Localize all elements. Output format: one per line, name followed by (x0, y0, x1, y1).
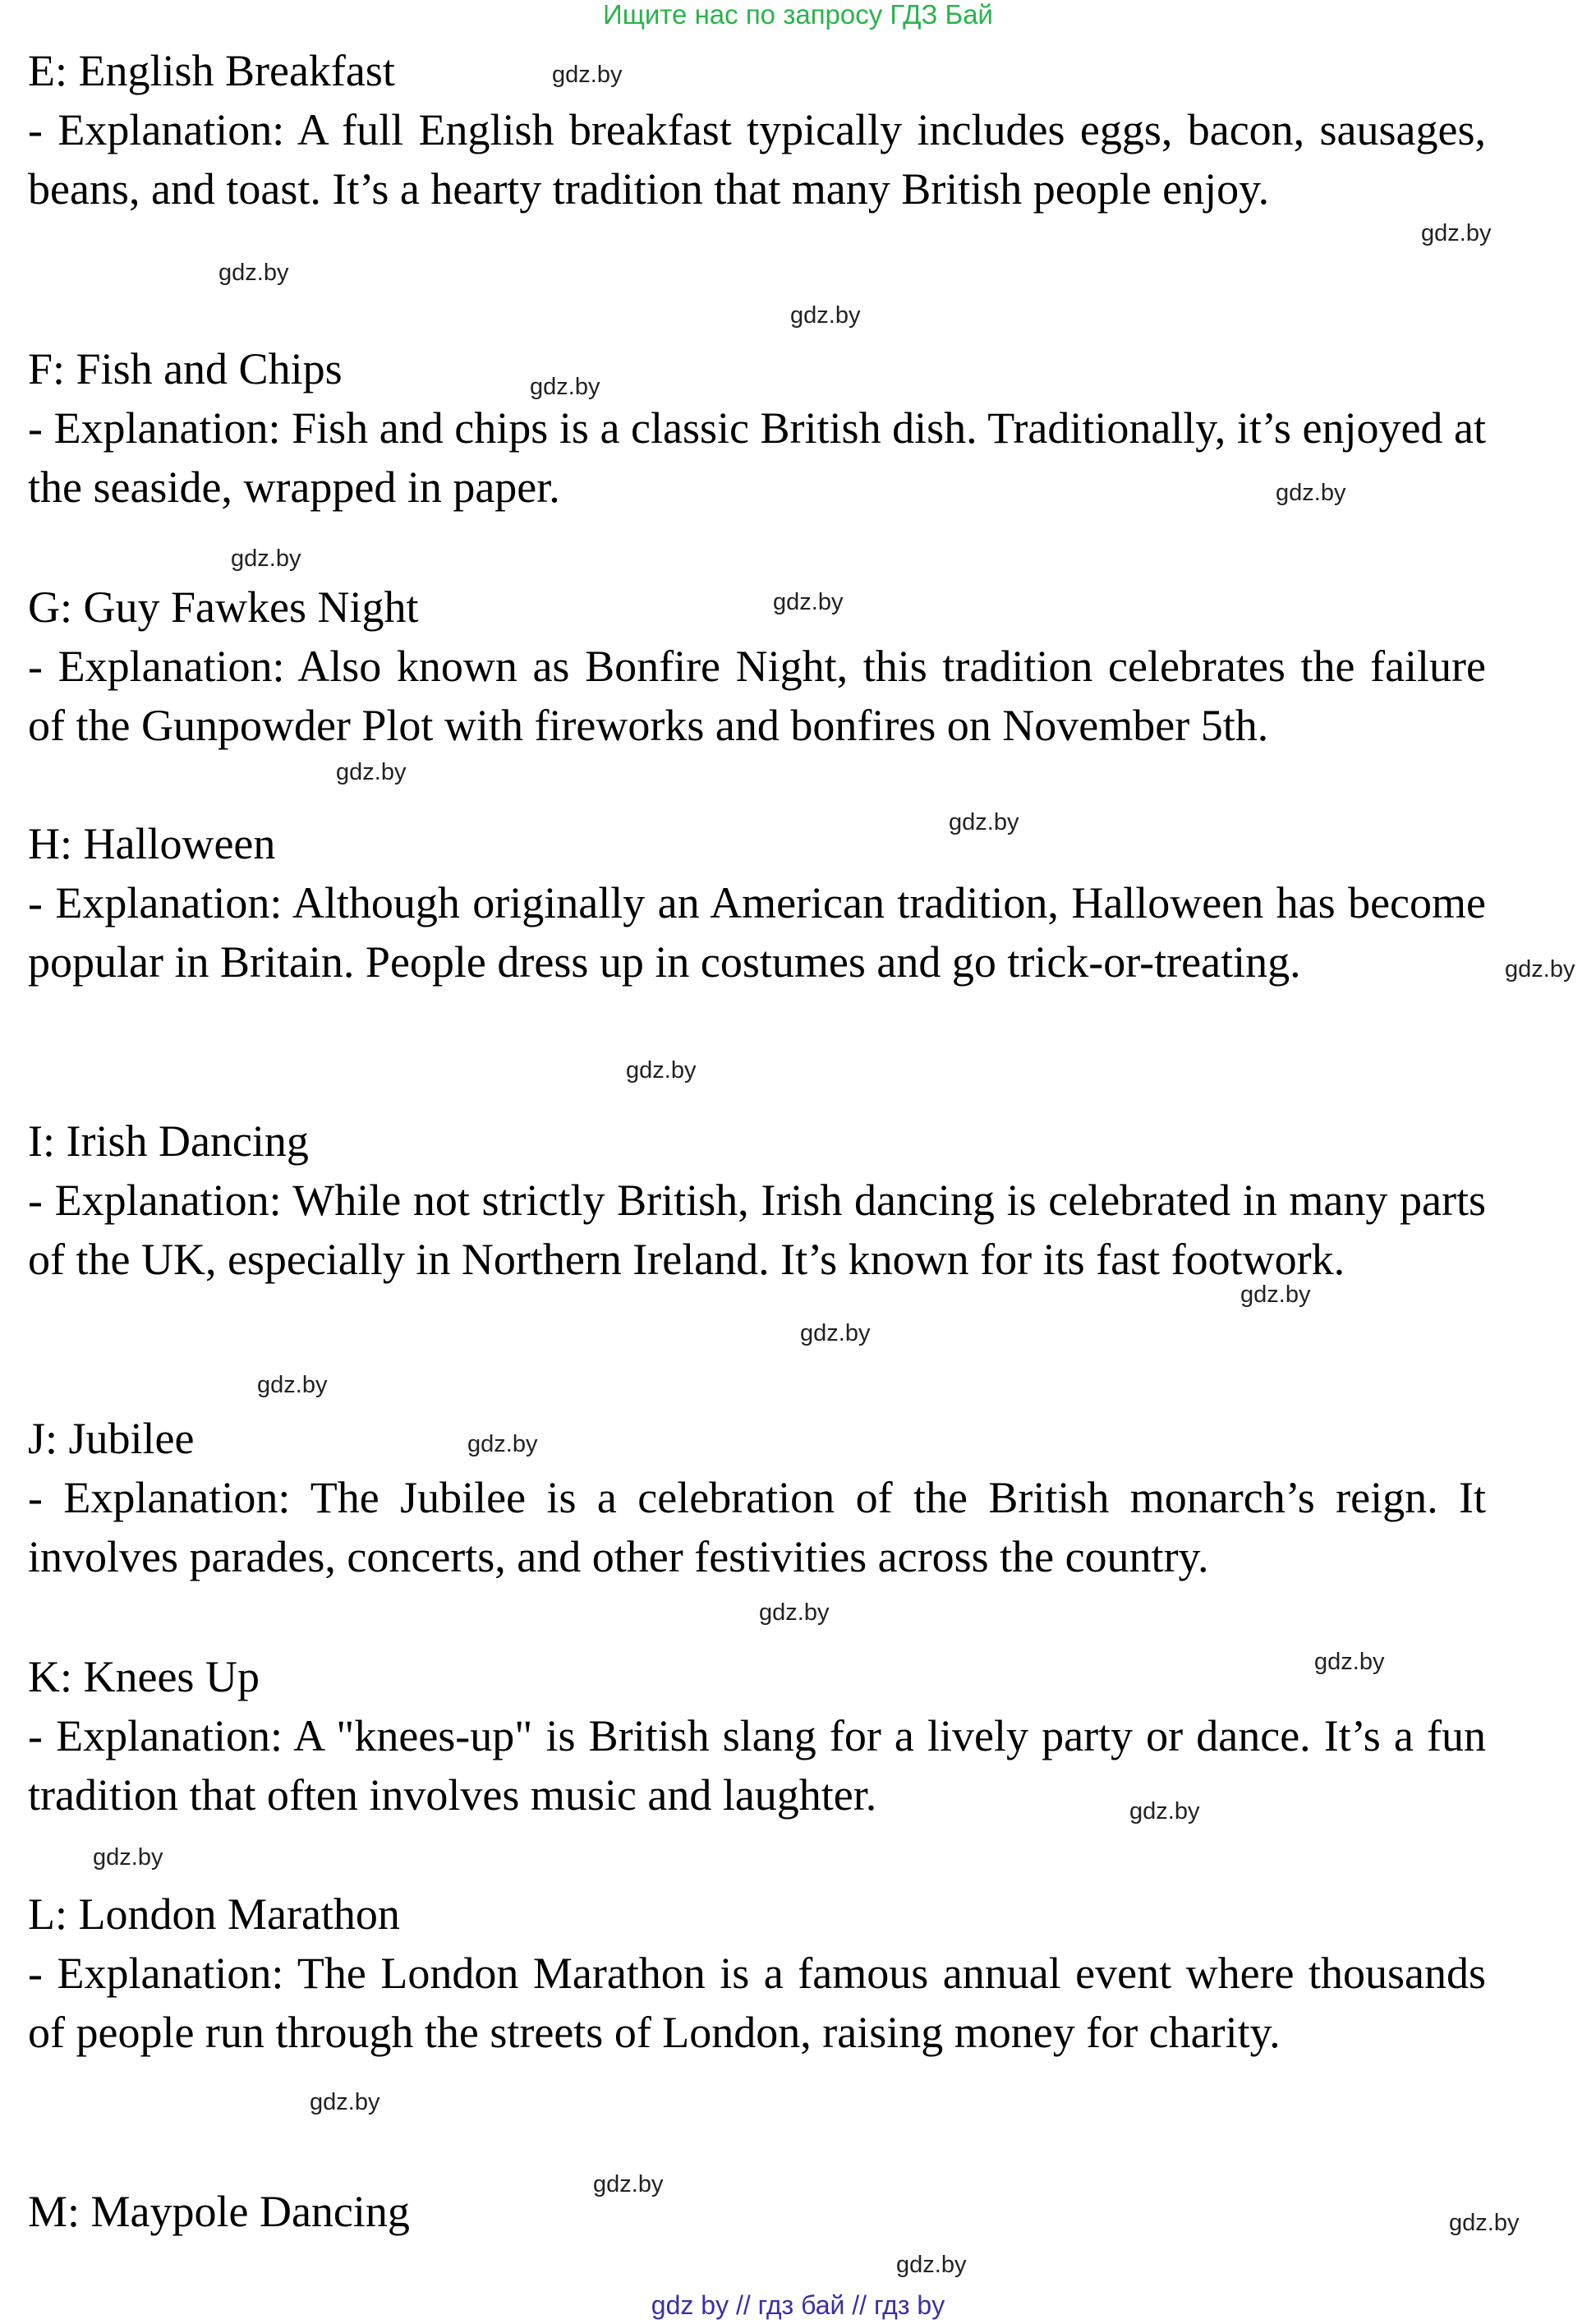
entry-heading: F: Fish and Chips (28, 344, 343, 393)
entry-heading: E: English Breakfast (28, 46, 395, 95)
watermark: gdz.by (790, 302, 861, 329)
watermark: gdz.by (1449, 2210, 1520, 2236)
footer-links: gdz by // гдз бай // гдз by (651, 2290, 945, 2320)
watermark: gdz.by (336, 759, 407, 785)
entry-explanation: - Explanation: The London Marathon is a famous annual event where thousands of people run through the streets of London, raising money for charity. (28, 1949, 1486, 2057)
entry-heading: M: Maypole Dancing (28, 2187, 410, 2236)
watermark: gdz.by (593, 2171, 664, 2197)
entry-fish-and-chips (28, 339, 1486, 517)
entry-jubilee (28, 1409, 1486, 1586)
watermark: gdz.by (530, 374, 600, 400)
watermark: gdz.by (1240, 1282, 1311, 1308)
watermark: gdz.by (896, 2252, 967, 2278)
entry-explanation: - Explanation: While not strictly British, Irish dancing is celebrated in many parts of the UK, especially in Northern Ireland. It’s known for its fast footwork. (28, 1176, 1486, 1284)
watermark: gdz.by (773, 589, 844, 615)
watermark: gdz.by (231, 545, 301, 572)
entry-halloween (28, 814, 1486, 992)
entry-english-breakfast (28, 41, 1486, 219)
watermark: gdz.by (552, 62, 623, 88)
entry-london-marathon (28, 1885, 1486, 2062)
watermark: gdz.by (626, 1057, 697, 1084)
watermark: gdz.by (257, 1372, 328, 1398)
entry-heading: J: Jubilee (28, 1414, 195, 1463)
watermark: gdz.by (218, 260, 289, 286)
watermark: gdz.by (310, 2089, 380, 2115)
entry-explanation: - Explanation: A "knees-up" is British slang for a lively party or dance. It’s a fun tradition that often involves music and laughter. (28, 1711, 1486, 1820)
entry-heading: K: Knees Up (28, 1652, 260, 1701)
entry-explanation: - Explanation: Although originally an American tradition, Halloween has become popular in Britain. People dress up in costumes and go trick-or-treating. (28, 878, 1486, 987)
entry-knees-up (28, 1647, 1486, 1825)
entry-irish-dancing (28, 1111, 1486, 1289)
entry-explanation: - Explanation: Also known as Bonfire Night, this tradition celebrates the failure of the Gunpowder Plot with fireworks and bonfires on November 5th. (28, 642, 1486, 750)
top-banner: Ищите нас по запросу ГДЗ Бай (603, 0, 993, 30)
watermark: gdz.by (1505, 956, 1575, 983)
watermark: gdz.by (759, 1599, 830, 1626)
entry-explanation: - Explanation: Fish and chips is a classic British dish. Traditionally, it’s enjoyed at the seaside, wrapped in paper. (28, 403, 1486, 512)
entry-maypole-dancing (28, 2182, 1486, 2241)
entry-guy-fawkes-night (28, 578, 1486, 755)
watermark: gdz.by (93, 1844, 163, 1871)
watermark: gdz.by (800, 1320, 871, 1346)
watermark: gdz.by (1276, 480, 1346, 506)
watermark: gdz.by (467, 1431, 538, 1457)
entry-explanation: - Explanation: A full English breakfast typically includes eggs, bacon, sausages, beans, and toast. It’s a hearty tradition that many British people enjoy. (28, 105, 1486, 214)
entry-heading: H: Halloween (28, 819, 276, 868)
watermark: gdz.by (949, 809, 1019, 835)
entry-heading: I: Irish Dancing (28, 1116, 309, 1166)
watermark: gdz.by (1129, 1798, 1200, 1825)
entry-heading: L: London Marathon (28, 1889, 400, 1939)
watermark: gdz.by (1421, 220, 1492, 246)
watermark: gdz.by (1314, 1649, 1385, 1675)
entry-explanation: - Explanation: The Jubilee is a celebration of the British monarch’s reign. It involves parades, concerts, and other festivities across the country. (28, 1473, 1486, 1581)
entry-heading: G: Guy Fawkes Night (28, 582, 419, 632)
